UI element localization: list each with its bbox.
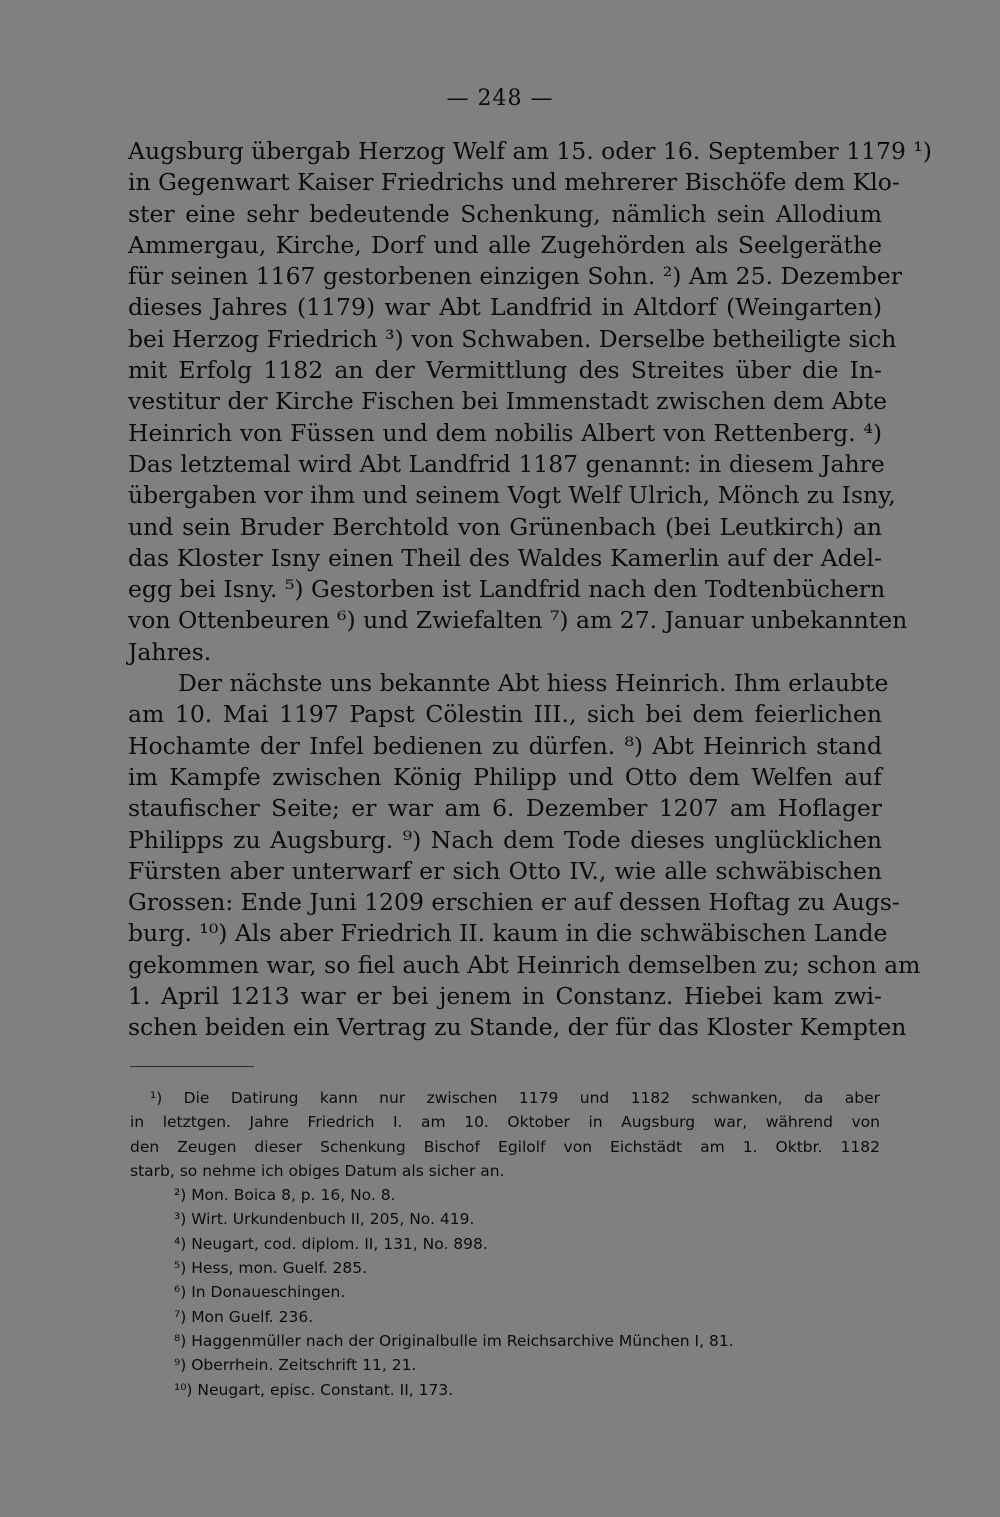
text-line: bei Herzog Friedrich ³) von Schwaben. Derselbe betheiligte sich — [128, 324, 897, 353]
footnote-line: ⁵) Hess, mon. Guelf. 285. — [174, 1259, 368, 1278]
text-line: für seinen 1167 gestorbenen einzigen Sohn. ²) Am 25. Dezember — [128, 262, 902, 291]
text-line: übergaben vor ihm und seinem Vogt Welf Ulrich, Mönch zu Isny, — [128, 481, 896, 510]
footnote-line: ⁴) Neugart, cod. diplom. II, 131, No. 898. — [174, 1234, 488, 1253]
text-line: und sein Bruder Berchtold von Grünenbach (bei Leutkirch) an — [128, 512, 882, 541]
footnotes — [130, 1086, 880, 1402]
text-line: egg bei Isny. ⁵) Gestorben ist Landfrid nach den Todtenbüchern — [128, 575, 886, 604]
footnote-line: ²) Mon. Boica 8, p. 16, No. 8. — [174, 1186, 396, 1205]
text-line: Das letztemal wird Abt Landfrid 1187 genannt: in diesem Jahre — [128, 449, 885, 478]
text-line: Grossen: Ende Juni 1209 erschien er auf dessen Hoftag zu Augs- — [128, 888, 900, 917]
text-line: im Kampfe zwischen König Philipp und Otto dem Welfen auf — [128, 762, 882, 791]
text-line: Augsburg übergab Herzog Welf am 15. oder 16. September 1179 ¹) — [128, 137, 932, 165]
footnote-line: den Zeugen dieser Schenkung Bischof Egilolf von Eichstädt am 1. Oktbr. 1182 — [130, 1137, 880, 1156]
text-line: vestitur der Kirche Fischen bei Immenstadt zwischen dem Abte — [128, 387, 888, 416]
page-number: — 248 — — [446, 86, 554, 111]
body-text — [128, 136, 932, 1044]
text-line: Der nächste uns bekannte Abt hiess Heinrich. Ihm erlaubte — [178, 669, 889, 698]
footnote-line: in letztgen. Jahre Friedrich I. am 10. Oktober in Augsburg war, während von — [130, 1113, 880, 1132]
footnote-divider — [130, 1066, 254, 1067]
footnote-line: ⁸) Haggenmüller nach der Originalbulle im Reichsarchive München I, 81. — [174, 1331, 734, 1350]
text-line: gekommen war, so fiel auch Abt Heinrich demselben zu; schon am — [128, 950, 921, 979]
text-line: burg. ¹⁰) Als aber Friedrich II. kaum in die schwäbischen Lande — [128, 919, 888, 948]
footnote-line: ⁹) Oberrhein. Zeitschrift 11, 21. — [174, 1356, 417, 1375]
footnote-line: ³) Wirt. Urkundenbuch II, 205, No. 419. — [174, 1210, 475, 1229]
text-line: von Ottenbeuren ⁶) und Zwiefalten ⁷) am 27. Januar unbekannten — [128, 606, 908, 635]
footnote-line: starb, so nehme ich obiges Datum als sicher an. — [130, 1161, 505, 1180]
text-line: Heinrich von Füssen und dem nobilis Albert von Rettenberg. ⁴) — [128, 418, 882, 447]
text-line: Fürsten aber unterwarf er sich Otto IV., wie alle schwäbischen — [128, 856, 882, 885]
text-line: 1. April 1213 war er bei jenem in Constanz. Hiebei kam zwi- — [128, 982, 882, 1011]
text-line: mit Erfolg 1182 an der Vermittlung des Streites über die In- — [128, 356, 882, 385]
footnote-line: ¹) Die Datirung kann nur zwischen 1179 und 1182 schwanken, da aber — [150, 1089, 880, 1107]
text-line: in Gegenwart Kaiser Friedrichs und mehrerer Bischöfe dem Klo- — [128, 168, 900, 197]
text-line: staufischer Seite; er war am 6. Dezember 1207 am Hoflager — [128, 794, 882, 823]
footnote-line: ⁶) In Donaueschingen. — [174, 1283, 346, 1302]
text-line: Ammergau, Kirche, Dorf und alle Zugehörden als Seelgeräthe — [128, 230, 882, 259]
footnote-line: ¹⁰) Neugart, episc. Constant. II, 173. — [174, 1380, 454, 1399]
text-line: am 10. Mai 1197 Papst Cölestin III., sich bei dem feierlichen — [128, 700, 882, 729]
text-line: Philipps zu Augsburg. ⁹) Nach dem Tode dieses unglücklichen — [128, 825, 882, 854]
text-line: das Kloster Isny einen Theil des Waldes Kamerlin auf der Adel- — [128, 543, 882, 572]
text-line: schen beiden ein Vertrag zu Stande, der für das Kloster Kempten — [128, 1013, 907, 1042]
text-line: ster eine sehr bedeutende Schenkung, nämlich sein Allodium — [128, 199, 882, 228]
text-line: Hochamte der Infel bedienen zu dürfen. ⁸) Abt Heinrich stand — [128, 731, 882, 760]
text-line: Jahres. — [128, 637, 212, 666]
footnote-line: ⁷) Mon Guelf. 236. — [174, 1307, 314, 1326]
text-line: dieses Jahres (1179) war Abt Landfrid in Altdorf (Weingarten) — [128, 293, 882, 322]
